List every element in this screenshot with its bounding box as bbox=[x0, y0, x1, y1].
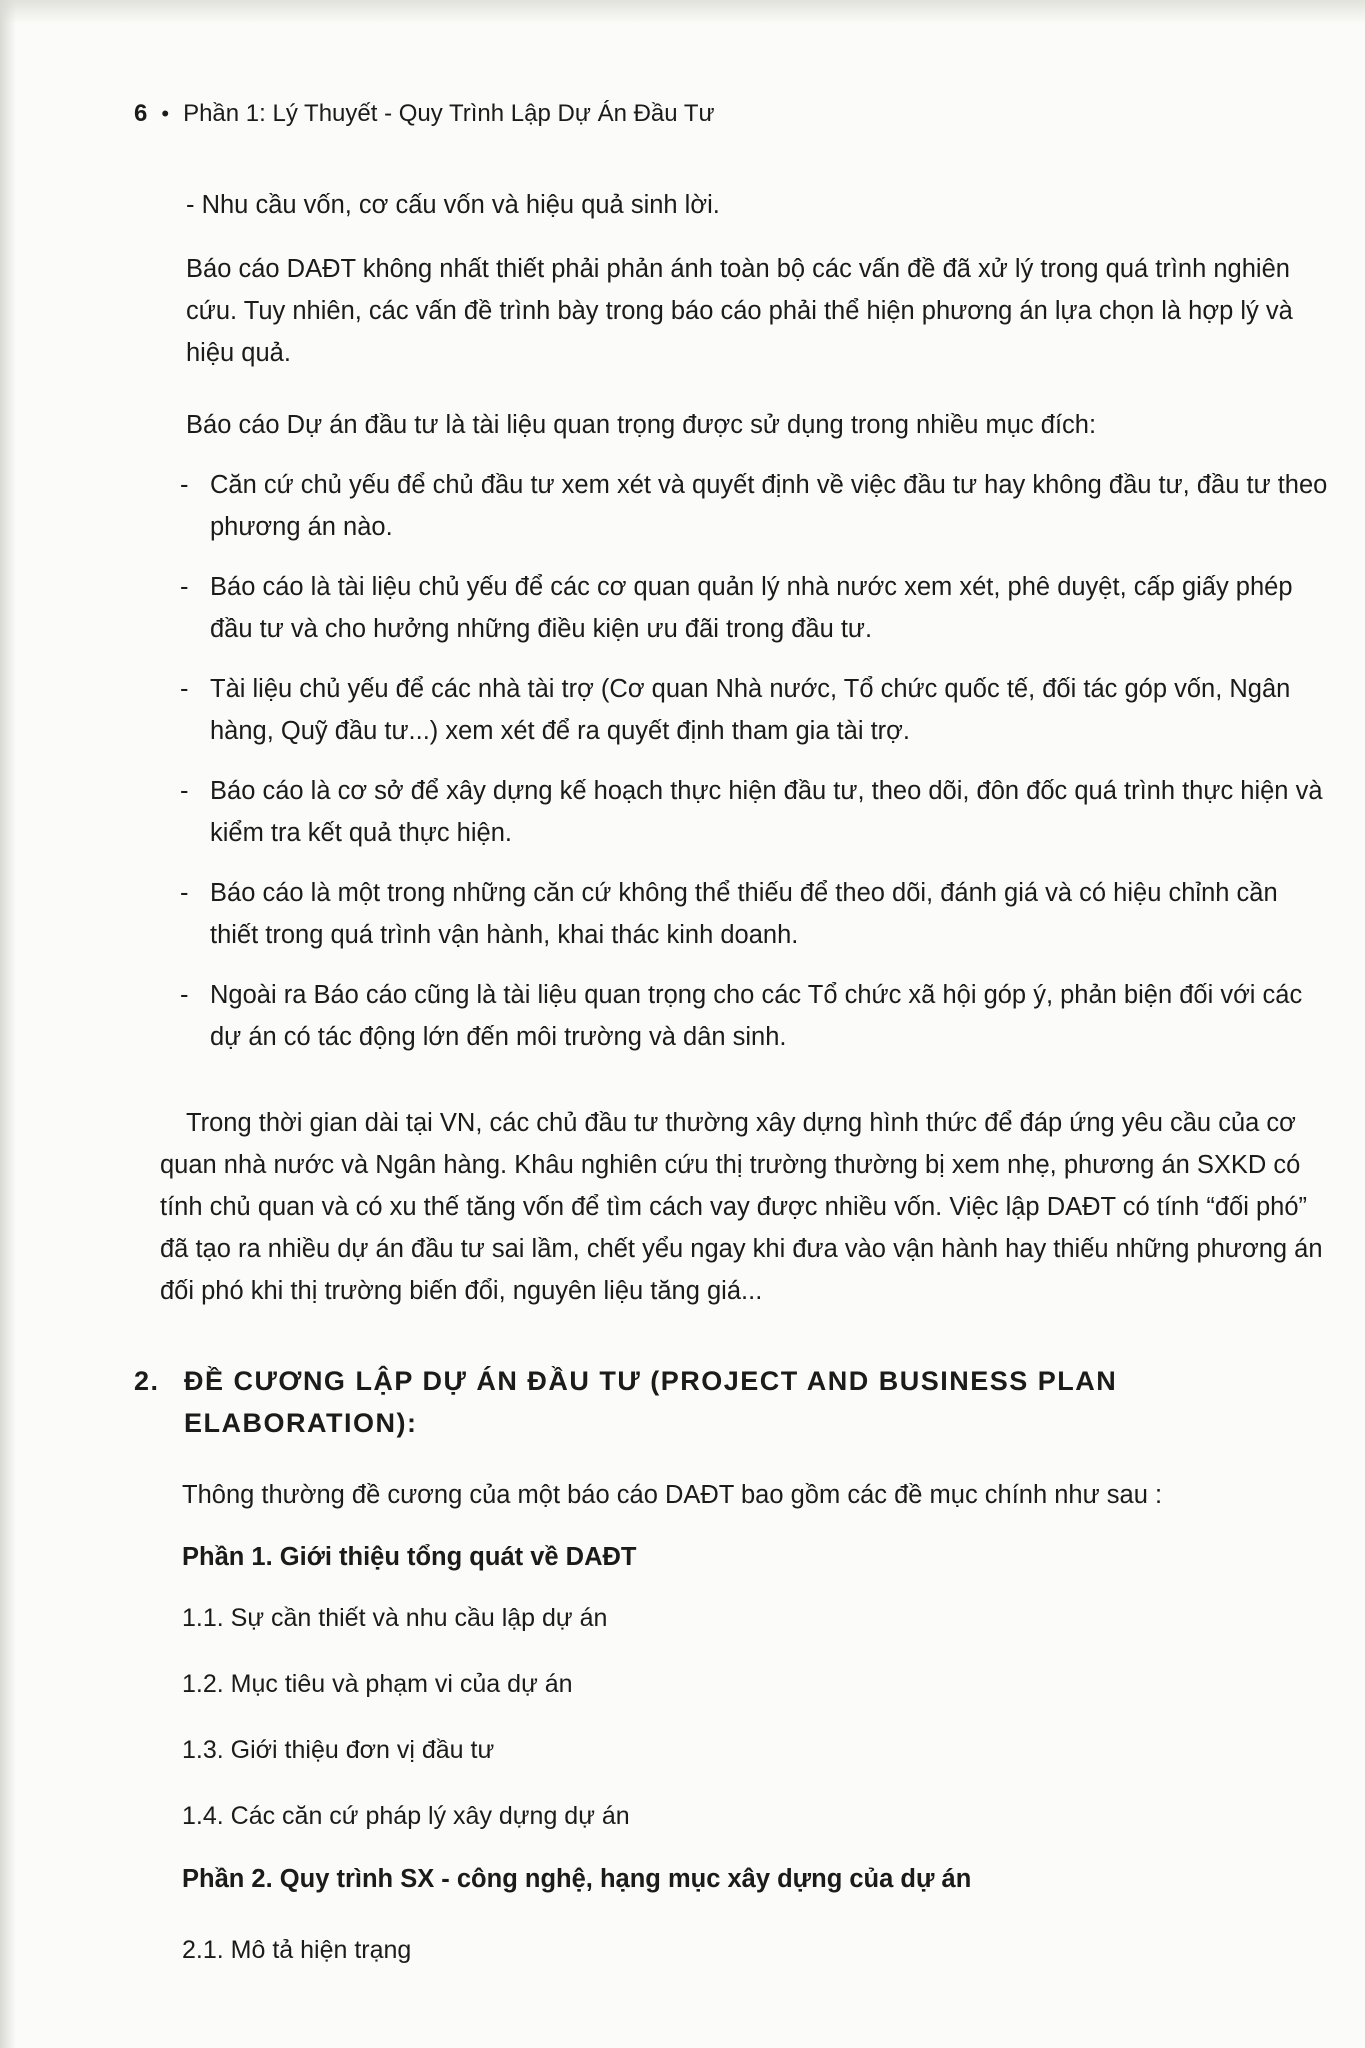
section-2-title-line1: ĐỀ CƯƠNG LẬP DỰ ÁN ĐẦU TƯ (PROJECT AND BUSINESS PLAN bbox=[184, 1366, 1118, 1396]
section-2-intro bbox=[182, 1474, 1314, 1516]
list-item bbox=[182, 974, 1332, 1058]
list-dash: - bbox=[180, 981, 189, 1009]
outline-item: 1.3. Giới thiệu đơn vị đầu tư bbox=[182, 1736, 495, 1764]
list-item-text: Báo cáo là cơ sở để xây dựng kế hoạch thực hiện đầu tư, theo dõi, đôn đốc quá trình thực hiện và kiểm tra kết quả thực hiện. bbox=[210, 777, 1323, 847]
list-item bbox=[182, 566, 1332, 650]
paragraph-purposes-intro-text: Báo cáo Dự án đầu tư là tài liệu quan trọng được sử dụng trong nhiều mục đích: bbox=[186, 411, 1097, 439]
list-item bbox=[182, 770, 1332, 854]
header-bullet: • bbox=[161, 101, 170, 126]
list-item-text: Báo cáo là tài liệu chủ yếu để các cơ quan quản lý nhà nước xem xét, phê duyệt, cấp giấy phép đầu tư và cho hưởng những điều kiện ưu đãi trong đầu tư. bbox=[210, 573, 1293, 643]
list-item bbox=[182, 872, 1332, 956]
list-item-text: Ngoài ra Báo cáo cũng là tài liệu quan trọng cho các Tổ chức xã hội góp ý, phản biện đối với các dự án có tác động lớn đến môi trường và dân sinh. bbox=[210, 981, 1303, 1051]
part-1-title-text: Phần 1. Giới thiệu tổng quát về DAĐT bbox=[182, 1543, 637, 1571]
list-item bbox=[182, 464, 1332, 548]
outline-item: 1.4. Các căn cứ pháp lý xây dựng dự án bbox=[182, 1802, 630, 1830]
list-item-text: Báo cáo là một trong những căn cứ không thể thiếu để theo dõi, đánh giá và có hiệu chỉnh cần thiết trong quá trình vận hành, khai thác kinh doanh. bbox=[210, 879, 1278, 949]
paragraph-report-scope-text: Báo cáo DAĐT không nhất thiết phải phản ánh toàn bộ các vấn đề đã xử lý trong quá trình nghiên cứu. Tuy nhiên, các vấn đề trình bày trong báo cáo phải thể hiện phương án lựa chọn là hợp lý và hiệu quả. bbox=[186, 255, 1293, 367]
list-dash: - bbox=[180, 573, 189, 601]
part-2-title-text: Phần 2. Quy trình SX - công nghệ, hạng mục xây dựng của dự án bbox=[182, 1865, 972, 1893]
capital-line bbox=[186, 184, 1318, 226]
paragraph-vn-practice bbox=[160, 1102, 1325, 1312]
part-1-title bbox=[182, 1536, 1314, 1578]
capital-line-text: - Nhu cầu vốn, cơ cấu vốn và hiệu quả sinh lời. bbox=[186, 191, 720, 219]
scan-top-shadow bbox=[0, 0, 1365, 24]
list-dash: - bbox=[180, 471, 189, 499]
scan-edge-shadow bbox=[0, 0, 16, 2048]
paragraph-purposes-intro bbox=[186, 404, 1318, 446]
list-dash: - bbox=[180, 675, 189, 703]
part-2-title bbox=[182, 1858, 1314, 1900]
section-2-intro-text: Thông thường đề cương của một báo cáo DAĐT bao gồm các đề mục chính như sau : bbox=[182, 1481, 1163, 1509]
paragraph-report-scope bbox=[186, 248, 1326, 374]
list-item bbox=[182, 668, 1332, 752]
list-dash: - bbox=[180, 777, 189, 805]
section-2-heading bbox=[134, 1360, 1326, 1444]
running-header bbox=[134, 100, 715, 128]
section-2-title-line2: ELABORATION): bbox=[184, 1408, 418, 1438]
list-dash: - bbox=[180, 879, 189, 907]
list-item-text: Tài liệu chủ yếu để các nhà tài trợ (Cơ quan Nhà nước, Tổ chức quốc tế, đối tác góp vốn, Ngân hàng, Quỹ đầu tư...) xem xét để ra quyết định tham gia tài trợ. bbox=[210, 675, 1291, 745]
purposes-list bbox=[182, 464, 1332, 1058]
outline-item: 1.2. Mục tiêu và phạm vi của dự án bbox=[182, 1670, 573, 1698]
section-2-number: 2. bbox=[134, 1366, 160, 1396]
list-item-text: Căn cứ chủ yếu để chủ đầu tư xem xét và quyết định về việc đầu tư hay không đầu tư, đầu tư theo phương án nào. bbox=[210, 471, 1328, 541]
header-title: Phần 1: Lý Thuyết - Quy Trình Lập Dự Án Đầu Tư bbox=[183, 100, 715, 127]
paragraph-vn-practice-text: Trong thời gian dài tại VN, các chủ đầu tư thường xây dựng hình thức để đáp ứng yêu cầu của cơ quan nhà nước và Ngân hàng. Khâu nghiên cứu thị trường thường bị xem nhẹ, phương án SXKD có tính chủ quan và có xu thế tăng vốn để tìm cách vay được nhiều vốn. Việc lập DAĐT có tính “đối phó” đã tạo ra nhiều dự án đầu tư sai lầm, chết yểu ngay khi đưa vào vận hành hay thiếu những phương án đối phó khi thị trường biến đổi, nguyên liệu tăng giá... bbox=[160, 1109, 1323, 1305]
outline-item: 1.1. Sự cần thiết và nhu cầu lập dự án bbox=[182, 1604, 608, 1632]
outline-item: 2.1. Mô tả hiện trạng bbox=[182, 1936, 412, 1964]
page-number: 6 bbox=[134, 100, 148, 127]
